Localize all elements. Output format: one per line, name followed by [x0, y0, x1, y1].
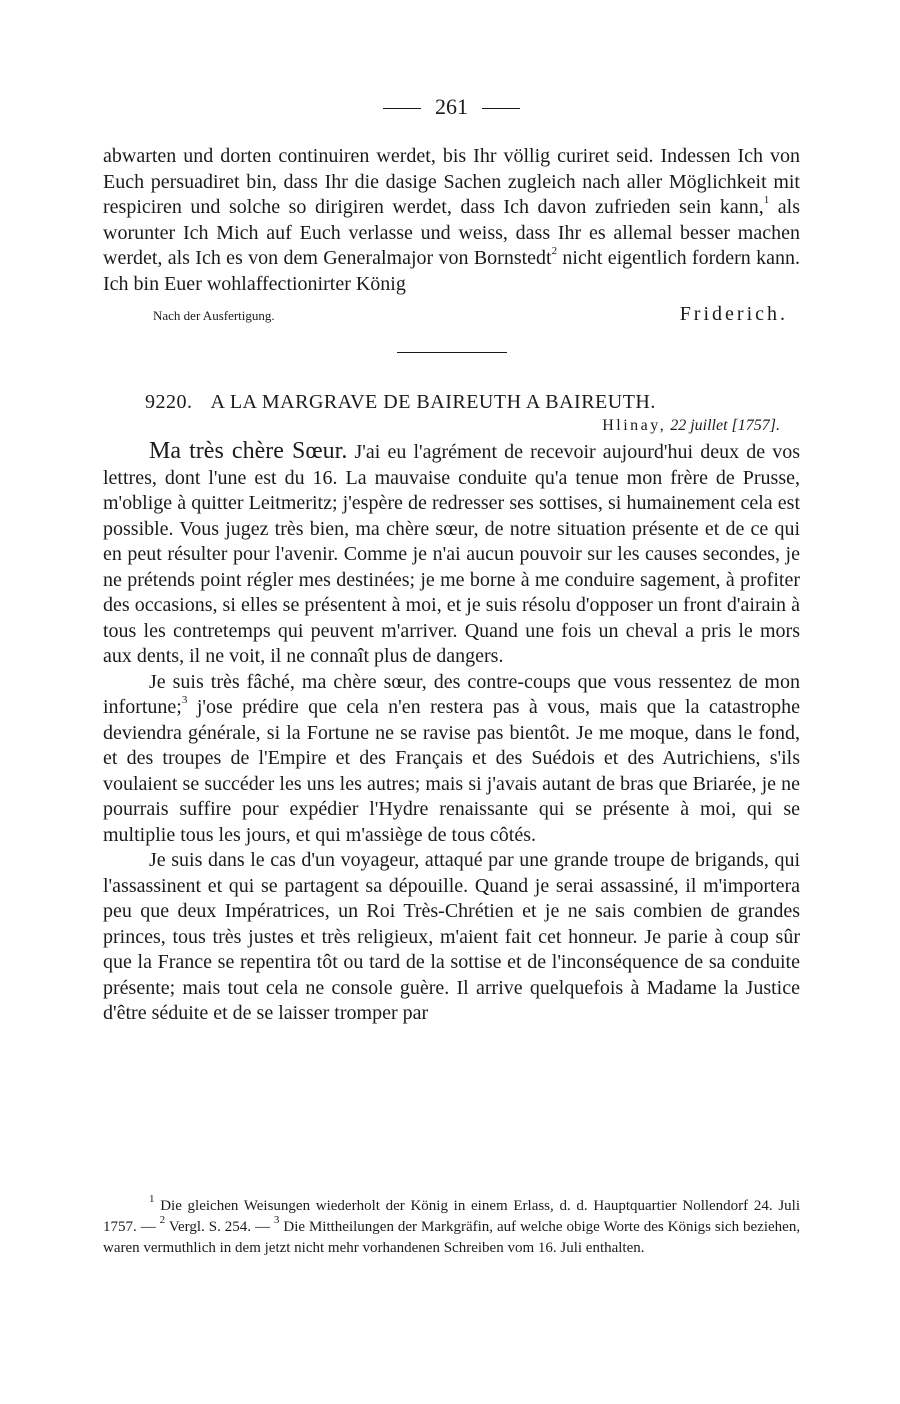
source-note: Nach der Ausfertigung. [153, 308, 275, 323]
salutation: Ma très chère Sœur. [149, 438, 348, 464]
continuation-text-2: als worunter Ich Mich auf Euch verlasse und weiss, dass Ihr es allemal besser machen werdet, als Ich es von dem Generalmajor von Bornstedt [103, 196, 801, 269]
footnote-ref-1: 1 [763, 194, 770, 207]
dateline [103, 415, 800, 437]
footnote-ref-3: 3 [181, 694, 188, 707]
page-number: 261 [435, 94, 468, 119]
page [103, 92, 800, 1027]
footnote-mark-3: 3 [273, 1214, 280, 1226]
footnote-block [103, 1193, 801, 1259]
paragraph-2-text-a: Je suis très fâché, ma chère sœur, des contre-coups que vous ressentez de mon infortune; [103, 670, 800, 718]
header-dash-left [383, 108, 421, 109]
paragraph-2-text-b: j'ose prédire que cela n'en restera pas à vous, mais que la catastrophe deviendra générale, si la Fortune ne se ravise pas bientôt. Je me moque, dans le fond, et des troupes de l'Empire et des Français et des Suédois et des Autrichiens, s'ils voulaient se succéder les uns les autres; mais si j'avais autant de bras que Briarée, je ne pourrais suffire pour expédier l'Hydre renaissante qui se présente à moi, qui se multiplie tous les jours, et qui m'assiège de tous côtés. [103, 696, 800, 846]
letter-paragraph-2 [103, 670, 800, 849]
continuation-paragraph [103, 144, 800, 297]
letter-paragraph-1 [103, 439, 800, 670]
dateline-place: Hlinay, [602, 417, 667, 434]
footnote-text-3: Die Mittheilungen der Markgräfin, auf welche obige Worte des Königs sich beziehen, waren vermuthlich in dem jetzt nicht mehr vorhandenen Schreiben vom 16. Juli enthalten. [103, 1219, 801, 1256]
letter-title: A LA MARGRAVE DE BAIREUTH A BAIREUTH. [210, 391, 656, 413]
paragraph-1-text: J'ai eu l'agrément de recevoir aujourd'hui deux de vos lettres, dont l'une est du 16. La mauvaise conduite qu'a tenue mon frère de Prusse, m'oblige à quitter Leitmeritz; j'espère de redresser ses sottises, si humainement cela est possible. Vous jugez très bien, ma chère sœur, de notre situation présente et de ce qui en peut résulter pour l'avenir. Comme je n'ai aucun pouvoir sur les causes secondes, je ne prétends point régler mes destinées; je me borne à me conduire sagement, à profiter des occasions, si elles se présentent à moi, et je suis résolu d'opposer un front d'airain à tous les contretemps qui peuvent m'arriver. Quand une fois un cheval a pris le mors aux dents, il ne voit, il ne connaît plus de dangers. [103, 441, 800, 667]
footnote-mark-2: 2 [159, 1214, 166, 1226]
dateline-date: 22 juillet [1757]. [670, 417, 780, 434]
section-separator [397, 352, 507, 353]
footnotes [103, 1193, 801, 1259]
letter-body [103, 439, 800, 1027]
letter-heading [145, 389, 800, 415]
footnote-text-1: Die gleichen Weisungen wiederholt der König in einem Erlass, d. d. Hauptquartier Nollendorf 24. Juli 1757. — [103, 1198, 800, 1235]
letter-paragraph-3: Je suis dans le cas d'un voyageur, attaqué par une grande troupe de brigands, qui l'assassinent et qui se partagent sa dépouille. Quand je serai assassiné, il m'importera peu que deux Impératrices, un Roi Très-Chrétien et je ne sais combien de grandes princes, tous très justes et très religieux, m'aient fait cet honneur. Je parie à coup sûr que la France se repentira tôt ou tard de la sottise et de l'inconséquence de sa conduite présente; mais tout cela ne console guère. Il arrive quelquefois à Madame la Justice d'être séduite et de se laisser tromper par [103, 849, 800, 1024]
letter-number: 9220. [145, 391, 193, 413]
footnote-text-2: Vergl. S. 254. — [168, 1219, 270, 1235]
header-dash-right [482, 108, 520, 109]
source-signature-row [103, 303, 800, 326]
continuation-text-1: abwarten und dorten continuiren werdet, bis Ihr völlig curiret seid. Indessen Ich von Euch persuadiret bin, dass Ihr die dasige Sachen zugleich nach aller Möglichkeit mit respiciren und solche so dirigiren werdet, dass Ich davon zufrieden sein kann, [103, 145, 800, 218]
continuation-text-3: nicht eigentlich fordern kann. Ich bin Euer wohlaffectionirter König [103, 247, 800, 295]
signature: Friderich. [679, 303, 788, 325]
footnote-mark-1: 1 [149, 1193, 155, 1205]
footnote-ref-2: 2 [551, 245, 558, 258]
page-header [103, 92, 800, 122]
